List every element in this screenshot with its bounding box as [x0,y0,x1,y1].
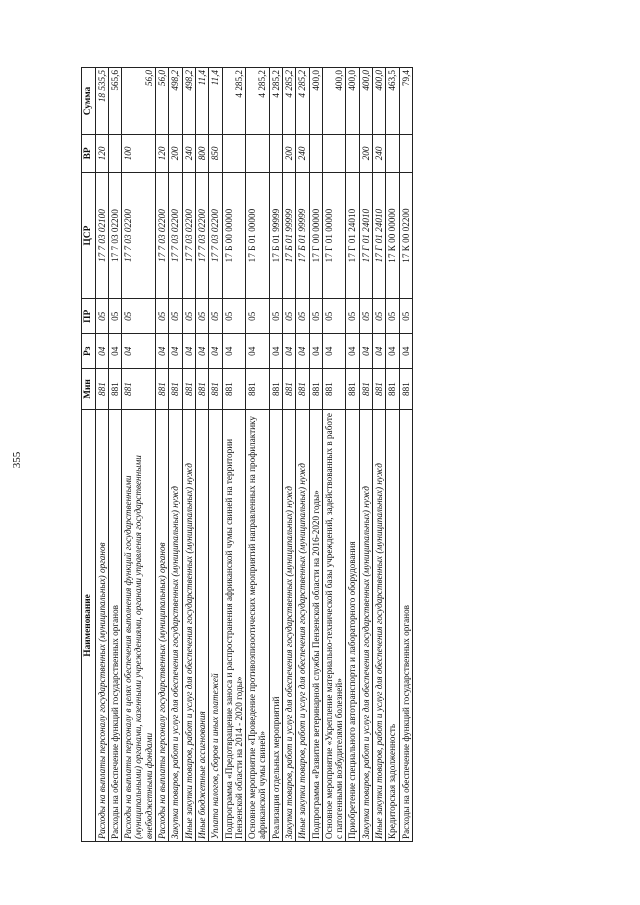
row-pr: 05 [222,299,246,334]
row-pr: 05 [399,299,412,334]
row-csr: 17 7 03 02200 [182,172,195,299]
row-vr [222,134,246,172]
row-pr: 05 [373,299,386,334]
row-pr: 05 [108,299,121,334]
row-min: 881 [95,369,108,410]
row-csr: 17 Б 01 99999 [269,172,282,299]
budget-table-container [81,67,616,842]
row-name: Подпрограмма «Развитие ветеринарной службы Пензенской области на 2016-2020 годы» [309,409,322,841]
row-rz: 04 [269,334,282,369]
row-vr [399,134,412,172]
row-sum: 18 535,5 [95,68,108,135]
row-sum: 56,0 [122,68,156,135]
row-vr [269,134,282,172]
row-pr: 05 [269,299,282,334]
table-row [195,68,208,842]
row-sum: 400,0 [309,68,322,135]
row-vr [346,134,359,172]
table-row [282,68,295,842]
row-vr: 120 [95,134,108,172]
row-csr: 17 Б 01 00000 [246,172,270,299]
row-vr: 240 [373,134,386,172]
header-csr: ЦСР [82,172,96,299]
row-min: 881 [169,369,182,410]
row-pr: 05 [195,299,208,334]
row-sum: 498,2 [182,68,195,135]
row-sum: 79,4 [399,68,412,135]
row-vr: 200 [169,134,182,172]
row-min: 881 [296,369,309,410]
row-rz: 04 [182,334,195,369]
table-row [169,68,182,842]
row-sum: 400,0 [346,68,359,135]
row-rz: 04 [399,334,412,369]
row-vr: 850 [209,134,222,172]
row-min: 881 [108,369,121,410]
row-min: 881 [346,369,359,410]
row-min: 881 [359,369,372,410]
table-row [359,68,372,842]
row-sum: 4 285,2 [246,68,270,135]
row-name: Расходы на выплаты персоналу государственных (муниципальных) органов [156,409,169,841]
row-name: Иные закупки товаров, работ и услуг для обеспечения государственных (муниципальных) нужд [373,409,386,841]
row-rz: 04 [122,334,156,369]
row-sum: 4 285,2 [222,68,246,135]
row-pr: 05 [122,299,156,334]
header-sum: Сумма [82,68,96,135]
row-csr: 17 7 03 02200 [108,172,121,299]
row-csr: 17 7 03 02100 [95,172,108,299]
table-row [122,68,156,842]
table-row [346,68,359,842]
row-vr: 240 [296,134,309,172]
row-vr: 200 [359,134,372,172]
row-vr: 120 [156,134,169,172]
row-name: Подпрограмма «Предотвращение заноса и распространения африканской чумы свиней на территории Пензенской области на 2014 - 2020 годы» [222,409,246,841]
budget-table [81,67,413,842]
row-sum: 11,4 [195,68,208,135]
row-name: Расходы на обеспечение функций государственных органов [399,409,412,841]
row-rz: 04 [195,334,208,369]
row-sum: 4 285,2 [282,68,295,135]
row-name: Уплата налогов, сборов и иных платежей [209,409,222,841]
row-pr: 05 [209,299,222,334]
row-rz: 04 [95,334,108,369]
row-sum: 400,0 [322,68,346,135]
row-csr: 17 Б 00 00000 [222,172,246,299]
row-rz: 04 [246,334,270,369]
row-name: Кредиторская задолженность [386,409,399,841]
row-csr: 17 Г 01 24010 [359,172,372,299]
table-row [209,68,222,842]
row-rz: 04 [309,334,322,369]
header-pr: ПР [82,299,96,334]
row-rz: 04 [373,334,386,369]
row-sum: 400,0 [373,68,386,135]
row-vr: 240 [182,134,195,172]
row-csr: 17 Г 01 00000 [322,172,346,299]
row-rz: 04 [108,334,121,369]
row-pr: 05 [322,299,346,334]
table-row [182,68,195,842]
row-pr: 05 [296,299,309,334]
row-sum: 400,0 [359,68,372,135]
row-name: Закупка товаров, работ и услуг для обеспечения государственных (муниципальных) нужд [359,409,372,841]
row-pr: 05 [346,299,359,334]
row-pr: 05 [359,299,372,334]
row-rz: 04 [282,334,295,369]
row-vr [386,134,399,172]
table-row [296,68,309,842]
header-name: Наименование [82,409,96,841]
row-pr: 05 [282,299,295,334]
row-rz: 04 [209,334,222,369]
row-csr: 17 7 03 02200 [122,172,156,299]
row-rz: 04 [222,334,246,369]
row-sum: 565,6 [108,68,121,135]
row-pr: 05 [169,299,182,334]
row-name: Закупка товаров, работ и услуг для обеспечения государственных (муниципальных) нужд [282,409,295,841]
header-min: Мин [82,369,96,410]
row-csr: 17 К 00 00000 [386,172,399,299]
row-sum: 463,5 [386,68,399,135]
row-vr [108,134,121,172]
row-name: Расходы на обеспечение функций государственных органов [108,409,121,841]
row-rz: 04 [296,334,309,369]
row-csr: 17 7 03 02200 [169,172,182,299]
row-name: Иные закупки товаров, работ и услуг для обеспечения государственных (муниципальных) нужд [182,409,195,841]
row-rz: 04 [346,334,359,369]
row-vr: 100 [122,134,156,172]
row-csr: 17 Г 00 00000 [309,172,322,299]
row-sum: 498,2 [169,68,182,135]
row-csr: 17 Б 01 99999 [282,172,295,299]
row-name: Приобретение специального автотранспорта и лабораторного оборудования [346,409,359,841]
row-vr: 800 [195,134,208,172]
row-min: 881 [222,369,246,410]
row-min: 881 [122,369,156,410]
table-row [373,68,386,842]
row-rz: 04 [359,334,372,369]
row-sum: 4 285,2 [296,68,309,135]
table-row [399,68,412,842]
table-header-row [82,68,96,842]
row-name: Расходы на выплаты персоналу государственных (муниципальных) органов [95,409,108,841]
table-row [386,68,399,842]
row-csr: 17 Г 01 24010 [373,172,386,299]
row-rz: 04 [386,334,399,369]
row-pr: 05 [95,299,108,334]
row-sum: 11,4 [209,68,222,135]
row-csr: 17 Г 01 24010 [346,172,359,299]
row-vr: 200 [282,134,295,172]
row-sum: 56,0 [156,68,169,135]
row-min: 881 [182,369,195,410]
row-vr [309,134,322,172]
row-name: Расходы на выплаты персоналу в целях обеспечения выполнения функций государственными (муниципальными) органами, казенными учреждениями, органами управления государственными внебюджетными фондами [122,409,156,841]
table-row [108,68,121,842]
row-name: Иные бюджетные ассигнования [195,409,208,841]
table-row [246,68,270,842]
row-csr: 17 Б 01 99999 [296,172,309,299]
row-min: 881 [322,369,346,410]
row-min: 881 [282,369,295,410]
table-row [222,68,246,842]
header-rz: Рз [82,334,96,369]
row-pr: 05 [386,299,399,334]
row-name: Реализация отдельных мероприятий [269,409,282,841]
row-name: Основное мероприятие «Укрепление материально-технической базы учреждений, задействованных в работе с патогенными возбудителями болезней» [322,409,346,841]
table-row [269,68,282,842]
row-pr: 05 [246,299,270,334]
row-pr: 05 [309,299,322,334]
row-pr: 05 [182,299,195,334]
row-vr [322,134,346,172]
row-min: 881 [373,369,386,410]
row-csr: 17 7 03 02200 [156,172,169,299]
table-row [322,68,346,842]
row-min: 881 [386,369,399,410]
page-number: 355 [11,451,23,469]
table-row [95,68,108,842]
row-vr [246,134,270,172]
row-min: 881 [209,369,222,410]
row-csr: 17 7 03 02200 [195,172,208,299]
row-min: 881 [399,369,412,410]
row-name: Закупка товаров, работ и услуг для обеспечения государственных (муниципальных) нужд [169,409,182,841]
row-csr: 17 К 00 02200 [399,172,412,299]
table-row [156,68,169,842]
row-rz: 04 [322,334,346,369]
table-body [95,68,412,842]
row-min: 881 [269,369,282,410]
row-min: 881 [309,369,322,410]
row-min: 881 [195,369,208,410]
row-pr: 05 [156,299,169,334]
row-rz: 04 [156,334,169,369]
row-name: Иные закупки товаров, работ и услуг для обеспечения государственных (муниципальных) нужд [296,409,309,841]
row-min: 881 [156,369,169,410]
header-vr: ВР [82,134,96,172]
row-rz: 04 [169,334,182,369]
table-row [309,68,322,842]
row-sum: 4 285,2 [269,68,282,135]
row-csr: 17 7 03 02200 [209,172,222,299]
row-min: 881 [246,369,270,410]
row-name: Основное мероприятие «Проведение противоэпизоотических мероприятий направленных на профилактику африканской чумы свиней» [246,409,270,841]
